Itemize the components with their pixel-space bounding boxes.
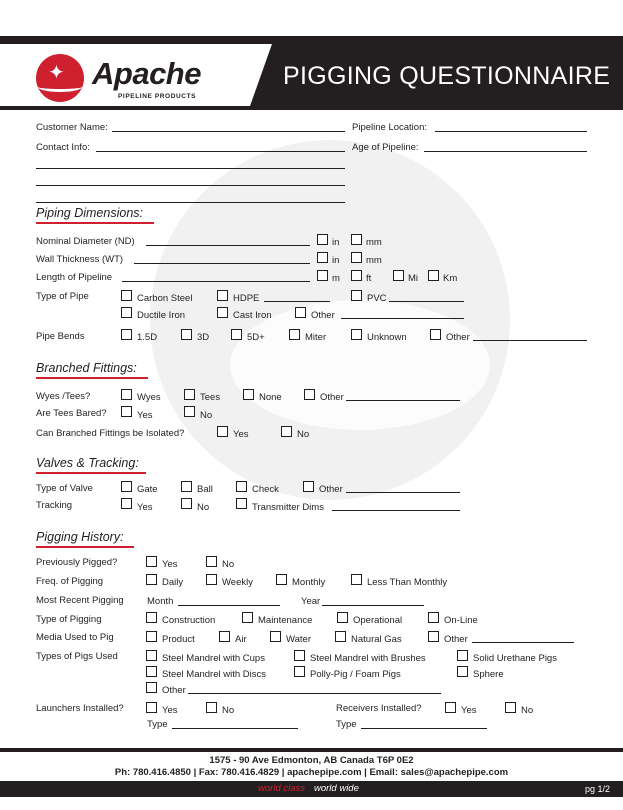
bared-no-label: No <box>200 410 213 421</box>
pigging-history-heading: Pigging History: <box>36 530 124 544</box>
brand-subtitle: PIPELINE PRODUCTS <box>118 93 197 100</box>
steel-discs-checkbox[interactable] <box>146 666 157 677</box>
bend-5d-checkbox[interactable] <box>231 329 242 340</box>
launchers-label: Launchers Installed? <box>36 703 124 714</box>
none-checkbox[interactable] <box>243 389 254 400</box>
sphere-label: Sphere <box>473 669 504 680</box>
piping-dimensions-heading: Piping Dimensions: <box>36 206 143 220</box>
header-top-rule <box>0 36 623 44</box>
branched-fittings-heading: Branched Fittings: <box>36 361 137 375</box>
isolated-no-checkbox[interactable] <box>281 426 292 437</box>
bend-3d-checkbox[interactable] <box>181 329 192 340</box>
receivers-label: Receivers Installed? <box>336 703 422 714</box>
freq-daily-label: Daily <box>162 577 184 588</box>
types-of-pigs-label: Types of Pigs Used <box>36 651 118 662</box>
pvc-field[interactable] <box>389 301 464 302</box>
wyes-checkbox[interactable] <box>121 389 132 400</box>
section-underline <box>36 222 154 224</box>
wt-in-checkbox[interactable] <box>317 252 328 263</box>
hdpe-field[interactable] <box>264 301 330 302</box>
receivers-yes-checkbox[interactable] <box>445 702 456 713</box>
media-water-checkbox[interactable] <box>270 631 281 642</box>
prev-no-checkbox[interactable] <box>206 556 217 567</box>
type-of-valve-label: Type of Valve <box>36 483 93 494</box>
contact-info-label: Contact Info: <box>36 142 90 153</box>
type-of-pipe-label: Type of Pipe <box>36 291 89 302</box>
isolated-label: Can Branched Fittings be Isolated? <box>36 428 185 439</box>
cast-iron-label: Cast Iron <box>233 310 272 321</box>
freq-monthly-label: Monthly <box>292 577 326 588</box>
footer-bar <box>0 781 623 797</box>
pig-other-label: Other <box>162 685 186 696</box>
tracking-yes-checkbox[interactable] <box>121 498 132 509</box>
valve-other-label: Other <box>319 484 343 495</box>
launchers-no-checkbox[interactable] <box>206 702 217 713</box>
media-water-label: Water <box>286 634 311 645</box>
fitting-other-checkbox[interactable] <box>304 389 315 400</box>
section-underline <box>36 377 148 379</box>
bend-3d-label: 3D <box>197 332 210 343</box>
sphere-checkbox[interactable] <box>457 666 468 677</box>
age-of-pipeline-label: Age of Pipeline: <box>352 142 419 153</box>
freq-less-monthly-checkbox[interactable] <box>351 574 362 585</box>
prev-no-label: No <box>222 559 235 570</box>
media-other-label: Other <box>444 634 468 645</box>
contact-info-field-2[interactable] <box>36 168 345 169</box>
bend-other-checkbox[interactable] <box>430 329 441 340</box>
construction-label: Construction <box>162 615 216 626</box>
valve-gate-label: Gate <box>137 484 158 495</box>
hdpe-label: HDPE <box>233 293 260 304</box>
year-label: Year <box>301 596 321 607</box>
freq-daily-checkbox[interactable] <box>146 574 157 585</box>
ductile-iron-checkbox[interactable] <box>121 307 132 318</box>
steel-cups-checkbox[interactable] <box>146 650 157 661</box>
length-of-pipeline-field[interactable] <box>122 281 310 282</box>
media-product-checkbox[interactable] <box>146 631 157 642</box>
pvc-checkbox[interactable] <box>351 290 362 301</box>
pipeline-location-field[interactable] <box>435 131 587 132</box>
fitting-other-label: Other <box>320 392 344 403</box>
len-mi-label: Mi <box>408 273 419 284</box>
most-recent-label: Most Recent Pigging <box>36 595 124 606</box>
wall-thickness-label: Wall Thickness (WT) <box>36 254 124 265</box>
tracking-no-label: No <box>197 502 210 513</box>
steel-brushes-checkbox[interactable] <box>294 650 305 661</box>
tracking-yes-label: Yes <box>137 502 153 513</box>
contact-info-field[interactable] <box>96 151 345 152</box>
maintenance-checkbox[interactable] <box>242 612 253 623</box>
bared-yes-checkbox[interactable] <box>121 406 132 417</box>
wt-mm-label: mm <box>366 255 382 266</box>
operational-label: Operational <box>353 615 403 626</box>
launchers-no-label: No <box>222 705 235 716</box>
valve-other-checkbox[interactable] <box>303 481 314 492</box>
footer-rule <box>0 748 623 752</box>
freq-monthly-checkbox[interactable] <box>276 574 287 585</box>
bend-other-field[interactable] <box>473 340 587 341</box>
tagline-red: world class <box>258 783 305 794</box>
receivers-type-field[interactable] <box>361 728 487 729</box>
bared-no-checkbox[interactable] <box>184 406 195 417</box>
construction-checkbox[interactable] <box>146 612 157 623</box>
solid-urethane-label: Solid Urethane Pigs <box>473 653 557 664</box>
section-underline <box>36 472 146 474</box>
steel-cups-label: Steel Mandrel with Cups <box>162 653 265 664</box>
page-number: pg 1/2 <box>585 784 611 794</box>
maple-leaf-icon: ✦ <box>48 62 65 84</box>
month-label: Month <box>147 596 174 607</box>
ductile-iron-label: Ductile Iron <box>137 310 186 321</box>
online-checkbox[interactable] <box>428 612 439 623</box>
cast-iron-checkbox[interactable] <box>217 307 228 318</box>
steel-brushes-label: Steel Mandrel with Brushes <box>310 653 426 664</box>
valve-ball-label: Ball <box>197 484 213 495</box>
receivers-no-checkbox[interactable] <box>505 702 516 713</box>
len-mi-checkbox[interactable] <box>393 270 404 281</box>
media-air-label: Air <box>235 634 247 645</box>
previously-pigged-label: Previously Pigged? <box>36 557 118 568</box>
wt-mm-checkbox[interactable] <box>351 252 362 263</box>
wall-thickness-field[interactable] <box>134 263 310 264</box>
wt-in-label: in <box>332 255 340 266</box>
transmitter-checkbox[interactable] <box>236 498 247 509</box>
valve-ball-checkbox[interactable] <box>181 481 192 492</box>
logo-swoosh-icon <box>38 82 82 92</box>
pvc-label: PVC <box>367 293 387 304</box>
len-km-label: Km <box>443 273 458 284</box>
bend-1-5d-checkbox[interactable] <box>121 329 132 340</box>
nominal-diameter-field[interactable] <box>146 245 310 246</box>
freq-label: Freq. of Pigging <box>36 576 104 587</box>
bared-yes-label: Yes <box>137 410 153 421</box>
valve-check-checkbox[interactable] <box>236 481 247 492</box>
receivers-no-label: No <box>521 705 534 716</box>
pipe-other-label: Other <box>311 310 335 321</box>
tees-label: Tees <box>200 392 221 403</box>
receivers-type-label: Type <box>336 719 357 730</box>
pipe-other-checkbox[interactable] <box>295 307 306 318</box>
bend-1-5d-label: 1.5D <box>137 332 158 343</box>
transmitter-label: Transmitter Dims <box>252 502 324 513</box>
nd-in-checkbox[interactable] <box>317 234 328 245</box>
launchers-yes-label: Yes <box>162 705 178 716</box>
media-label: Media Used to Pig <box>36 632 114 643</box>
valve-gate-checkbox[interactable] <box>121 481 132 492</box>
hdpe-checkbox[interactable] <box>217 290 228 301</box>
operational-checkbox[interactable] <box>337 612 348 623</box>
steel-discs-label: Steel Mandrel with Discs <box>162 669 267 680</box>
none-label: None <box>259 392 282 403</box>
media-product-label: Product <box>162 634 195 645</box>
section-underline <box>36 546 134 548</box>
tracking-no-checkbox[interactable] <box>181 498 192 509</box>
wyes-label: Wyes <box>137 392 161 403</box>
launchers-type-label: Type <box>147 719 168 730</box>
len-ft-label: ft <box>366 273 372 284</box>
valves-tracking-heading: Valves & Tracking: <box>36 456 139 470</box>
contact-info-field-3[interactable] <box>36 185 345 186</box>
prev-yes-label: Yes <box>162 559 178 570</box>
isolated-yes-checkbox[interactable] <box>217 426 228 437</box>
pipe-bends-label: Pipe Bends <box>36 331 85 342</box>
freq-less-monthly-label: Less Than Monthly <box>367 577 448 588</box>
nominal-diameter-label: Nominal Diameter (ND) <box>36 236 135 247</box>
bend-miter-checkbox[interactable] <box>289 329 300 340</box>
wyes-tees-label: Wyes /Tees? <box>36 391 91 402</box>
media-other-field[interactable] <box>472 642 574 643</box>
bend-other-label: Other <box>446 332 470 343</box>
contact-info-field-4[interactable] <box>36 202 345 203</box>
launchers-type-field[interactable] <box>172 728 298 729</box>
tagline-white: world wide <box>314 783 359 794</box>
freq-weekly-checkbox[interactable] <box>206 574 217 585</box>
customer-name-field[interactable] <box>112 131 345 132</box>
header-bottom-rule <box>0 106 623 110</box>
footer-address: 1575 - 90 Ave Edmonton, AB Canada T6P 0E2 <box>209 755 414 766</box>
customer-name-label: Customer Name: <box>36 122 108 133</box>
month-field[interactable] <box>178 605 280 606</box>
carbon-steel-label: Carbon Steel <box>137 293 193 304</box>
type-of-pigging-label: Type of Pigging <box>36 614 102 625</box>
nd-in-label: in <box>332 237 340 248</box>
isolated-yes-label: Yes <box>233 429 249 440</box>
polly-pig-checkbox[interactable] <box>294 666 305 677</box>
valve-other-field[interactable] <box>346 492 460 493</box>
launchers-yes-checkbox[interactable] <box>146 702 157 713</box>
media-other-checkbox[interactable] <box>428 631 439 642</box>
polly-pig-label: Polly-Pig / Foam Pigs <box>310 669 401 680</box>
carbon-steel-checkbox[interactable] <box>121 290 132 301</box>
prev-yes-checkbox[interactable] <box>146 556 157 567</box>
valve-check-label: Check <box>252 484 279 495</box>
tees-bared-label: Are Tees Bared? <box>36 408 107 419</box>
pig-other-field[interactable] <box>188 693 441 694</box>
age-of-pipeline-field[interactable] <box>424 151 587 152</box>
len-ft-checkbox[interactable] <box>351 270 362 281</box>
nd-mm-label: mm <box>366 237 382 248</box>
bend-miter-label: Miter <box>305 332 327 343</box>
media-natural-gas-checkbox[interactable] <box>335 631 346 642</box>
media-natural-gas-label: Natural Gas <box>351 634 402 645</box>
solid-urethane-checkbox[interactable] <box>457 650 468 661</box>
fitting-other-field[interactable] <box>346 400 460 401</box>
pipeline-location-label: Pipeline Location: <box>352 122 427 133</box>
bend-unknown-checkbox[interactable] <box>351 329 362 340</box>
online-label: On-Line <box>444 615 478 626</box>
brand-name: Apache <box>92 56 201 91</box>
pig-other-checkbox[interactable] <box>146 682 157 693</box>
length-of-pipeline-label: Length of Pipeline <box>36 272 113 283</box>
len-m-checkbox[interactable] <box>317 270 328 281</box>
page-title: PIGGING QUESTIONNAIRE <box>283 62 611 90</box>
bend-unknown-label: Unknown <box>367 332 407 343</box>
media-air-checkbox[interactable] <box>219 631 230 642</box>
nd-mm-checkbox[interactable] <box>351 234 362 245</box>
isolated-no-label: No <box>297 429 310 440</box>
len-km-checkbox[interactable] <box>428 270 439 281</box>
freq-weekly-label: Weekly <box>222 577 253 588</box>
pipe-other-field[interactable] <box>341 318 464 319</box>
bend-5d-label: 5D+ <box>247 332 265 343</box>
tees-checkbox[interactable] <box>184 389 195 400</box>
transmitter-field[interactable] <box>332 510 460 511</box>
len-m-label: m <box>332 273 340 284</box>
receivers-yes-label: Yes <box>461 705 477 716</box>
tracking-label: Tracking <box>36 500 73 511</box>
footer-contact: Ph: 780.416.4850 | Fax: 780.416.4829 | apachepipe.com | Email: sales@apachepipe.com <box>114 767 509 778</box>
year-field[interactable] <box>322 605 424 606</box>
maintenance-label: Maintenance <box>258 615 313 626</box>
